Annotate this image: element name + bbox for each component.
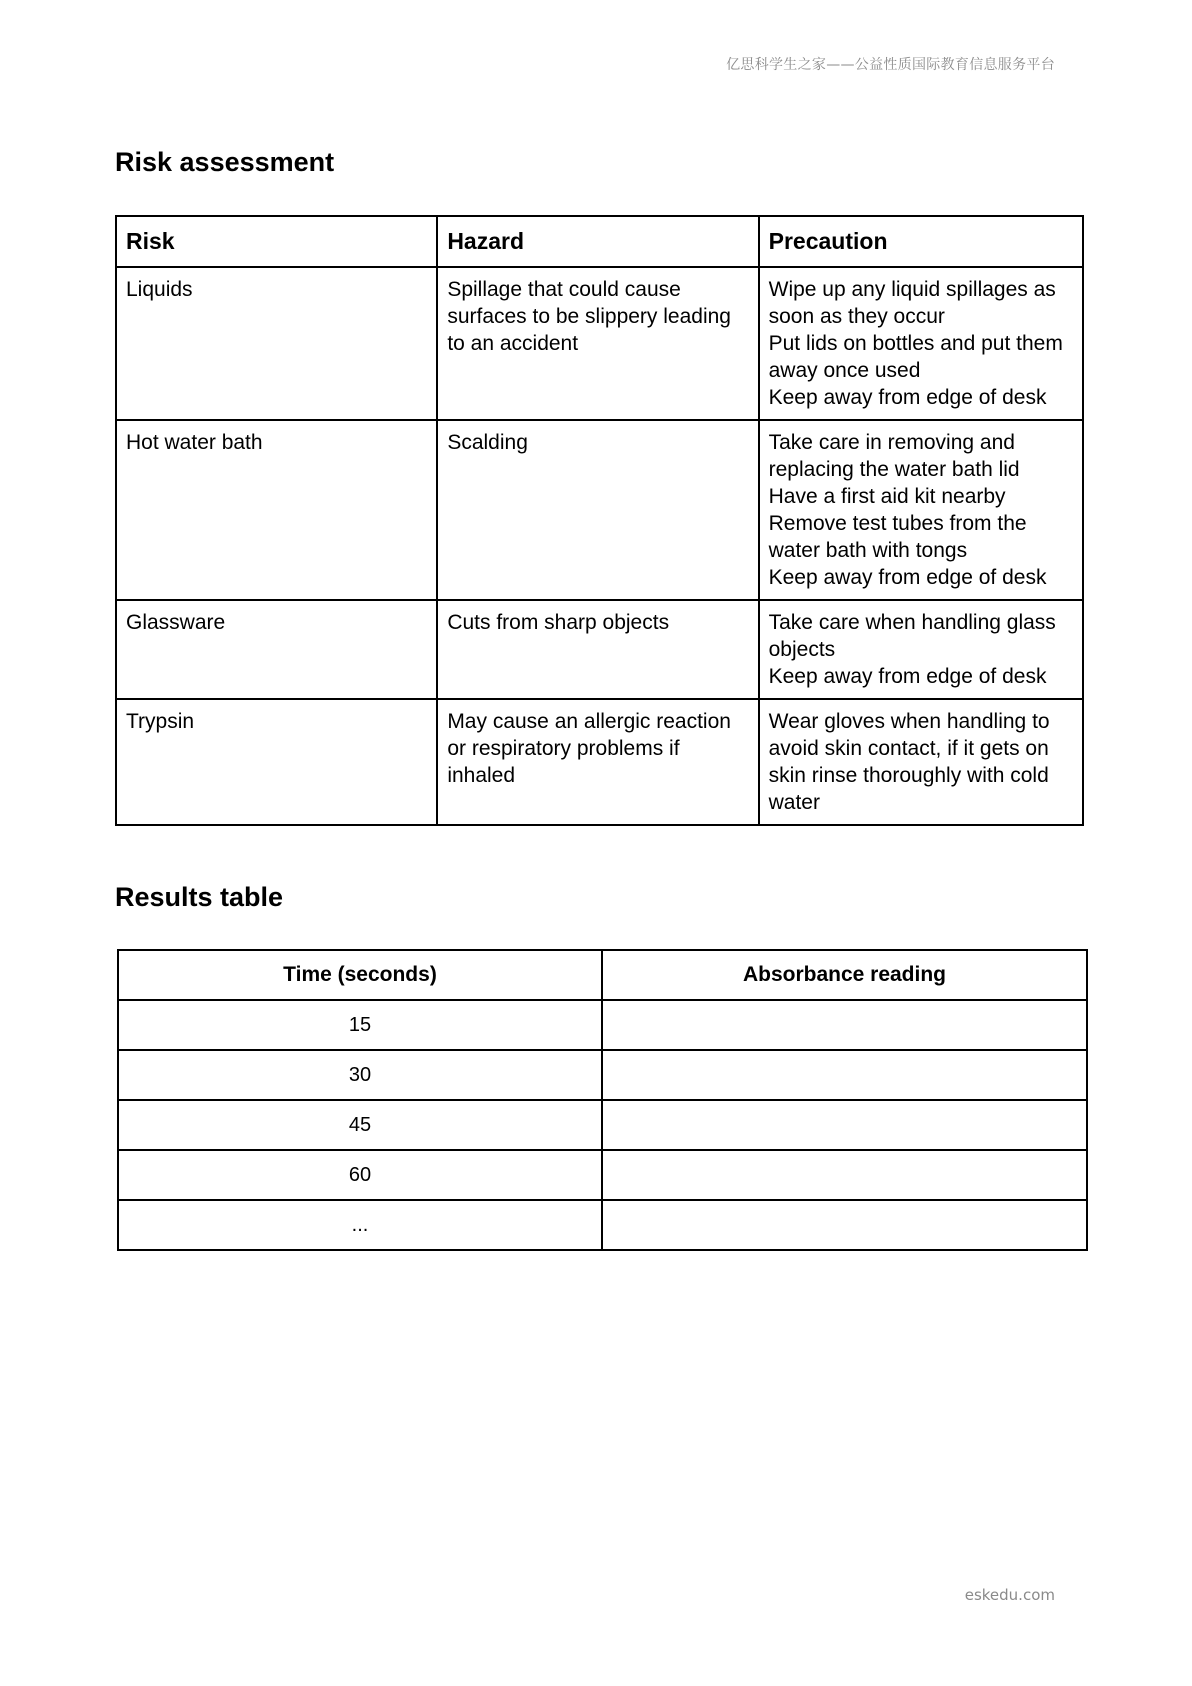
results-table-header-row bbox=[118, 950, 1087, 1000]
precaution-line: Wear gloves when handling to avoid skin contact, if it gets on skin rinse thoroughly with cold water bbox=[768, 710, 1050, 814]
precaution-line: Have a first aid kit nearby bbox=[768, 485, 1006, 508]
results-table-row bbox=[118, 1100, 1087, 1150]
risk-table-row bbox=[116, 600, 1083, 699]
absorbance-cell bbox=[602, 1200, 1087, 1250]
risk-table-row bbox=[116, 267, 1083, 420]
risk-column-header: Risk bbox=[116, 216, 437, 267]
time-column-header: Time (seconds) bbox=[118, 950, 602, 1000]
footer-site-domain: eskedu.com bbox=[964, 1586, 1055, 1604]
precaution-column-header: Precaution bbox=[759, 216, 1083, 267]
risk-assessment-title: Risk assessment bbox=[115, 147, 335, 177]
results-table-row bbox=[118, 1000, 1087, 1050]
time-cell: 45 bbox=[118, 1100, 602, 1150]
risk-table-row bbox=[116, 699, 1083, 825]
hazard-cell: Cuts from sharp objects bbox=[437, 600, 758, 699]
precaution-line: Keep away from edge of desk bbox=[768, 566, 1047, 589]
precaution-cell bbox=[759, 699, 1083, 825]
precaution-cell bbox=[759, 267, 1083, 420]
hazard-cell: Spillage that could cause surfaces to be slippery leading to an accident bbox=[437, 267, 758, 420]
absorbance-column-header: Absorbance reading bbox=[602, 950, 1087, 1000]
precaution-line: Wipe up any liquid spillages as soon as they occur bbox=[768, 278, 1056, 328]
absorbance-cell bbox=[602, 1100, 1087, 1150]
precaution-line: Keep away from edge of desk bbox=[768, 665, 1047, 688]
results-table bbox=[117, 949, 1088, 1251]
hazard-column-header: Hazard bbox=[437, 216, 758, 267]
precaution-line: Take care in removing and replacing the water bath lid bbox=[768, 431, 1020, 481]
risk-table-row bbox=[116, 420, 1083, 600]
hazard-cell: May cause an allergic reaction or respiratory problems if inhaled bbox=[437, 699, 758, 825]
precaution-cell bbox=[759, 600, 1083, 699]
risk-cell: Liquids bbox=[116, 267, 437, 420]
precaution-line: Take care when handling glass objects bbox=[768, 611, 1056, 661]
time-cell: 30 bbox=[118, 1050, 602, 1100]
precaution-cell bbox=[759, 420, 1083, 600]
header-site-note: 亿思科学生之家——公益性质国际教育信息服务平台 bbox=[726, 57, 1055, 73]
risk-table-header-row bbox=[116, 216, 1083, 267]
risk-cell: Glassware bbox=[116, 600, 437, 699]
absorbance-cell bbox=[602, 1000, 1087, 1050]
absorbance-cell bbox=[602, 1050, 1087, 1100]
risk-cell: Hot water bath bbox=[116, 420, 437, 600]
absorbance-cell bbox=[602, 1150, 1087, 1200]
results-table-row bbox=[118, 1200, 1087, 1250]
risk-cell: Trypsin bbox=[116, 699, 437, 825]
time-cell: 60 bbox=[118, 1150, 602, 1200]
precaution-line: Keep away from edge of desk bbox=[768, 386, 1047, 409]
time-cell: ... bbox=[118, 1200, 602, 1250]
precaution-line: Put lids on bottles and put them away once used bbox=[768, 332, 1063, 382]
risk-assessment-table bbox=[115, 215, 1084, 826]
precaution-line: Remove test tubes from the water bath with tongs bbox=[768, 512, 1027, 562]
hazard-cell: Scalding bbox=[437, 420, 758, 600]
results-table-title: Results table bbox=[115, 882, 284, 912]
time-cell: 15 bbox=[118, 1000, 602, 1050]
results-table-row bbox=[118, 1150, 1087, 1200]
results-table-row bbox=[118, 1050, 1087, 1100]
